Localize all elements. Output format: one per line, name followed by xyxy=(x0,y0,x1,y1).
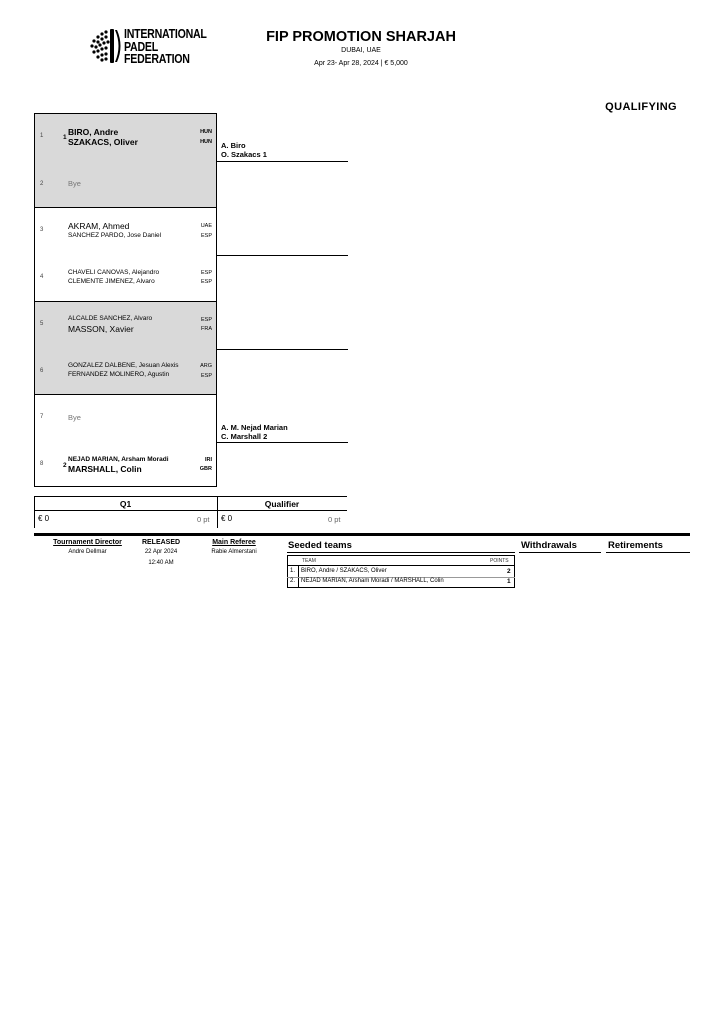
draw-position: 3 xyxy=(40,227,44,233)
player-name: SZAKACS, Oliver xyxy=(68,137,138,147)
player-nationality: FRA xyxy=(201,326,212,332)
draw-section-title: QUALIFYING xyxy=(605,101,677,113)
player-name: CLEMENTE JIMENEZ, Alvaro xyxy=(68,278,155,285)
seeded-header-line xyxy=(287,565,515,566)
seeded-underline xyxy=(287,552,515,553)
retirements-title: Retirements xyxy=(608,540,663,551)
draw-position: 4 xyxy=(40,274,44,280)
q1-points: 0 pt xyxy=(197,515,210,524)
seed-number: 2 xyxy=(63,462,67,469)
seeded-row-number: 2. xyxy=(290,578,296,584)
draw-position: 6 xyxy=(40,368,44,374)
director-name: Andre Dellmar xyxy=(68,549,107,555)
tournament-title: FIP PROMOTION SHARJAH xyxy=(266,29,456,45)
player-nationality: ESP xyxy=(200,279,212,285)
player-name: GONZALEZ DALBENE, Jesuan Alexis xyxy=(68,362,179,369)
player-name: CHAVELI CANOVAS, Alejandro xyxy=(68,269,160,276)
referee-label: Main Referee xyxy=(212,539,256,546)
draw-slot xyxy=(35,395,216,441)
draw-slot xyxy=(35,441,216,487)
draw-slot xyxy=(35,255,216,301)
bye-label: Bye xyxy=(68,179,81,188)
player-nationality: IRI xyxy=(204,457,212,463)
seeded-row-number: 1. xyxy=(290,568,296,574)
player-name: BIRO, Andre xyxy=(68,127,119,137)
prize-mid-line xyxy=(34,510,347,511)
retirements-underline xyxy=(606,552,690,553)
tournament-location: DUBAI, UAE xyxy=(341,47,381,54)
seeded-col-team: TEAM xyxy=(302,558,316,564)
draw-position: 1 xyxy=(40,133,44,139)
player-name: MARSHALL, Colin xyxy=(68,464,142,474)
draw-position: 2 xyxy=(40,181,44,187)
bracket-line xyxy=(217,255,348,256)
player-name: FERNANDEZ MOLINERO, Agustin xyxy=(68,371,170,378)
match-winner: A. Biro O. Szakacs 1 xyxy=(221,141,267,159)
round-label-q1: Q1 xyxy=(119,499,132,509)
player-name: SANCHEZ PARDO, Jose Daniel xyxy=(68,232,162,239)
released-time: 12:40 AM xyxy=(148,560,174,566)
player-nationality: HUN xyxy=(200,139,212,145)
draw-slot xyxy=(35,114,216,160)
bracket-line xyxy=(217,161,348,162)
player-name: NEJAD MARIAN, Arsham Moradi xyxy=(68,456,169,463)
player-nationality: ESP xyxy=(200,317,212,323)
qualifier-points: 0 pt xyxy=(328,515,341,524)
draw-slot xyxy=(35,348,216,394)
footer-divider xyxy=(34,533,690,536)
logo-wordmark: INTERNATIONAL PADEL FEDERATION xyxy=(124,27,207,66)
released-date: 22 Apr 2024 xyxy=(144,549,178,555)
round-label-qualifier: Qualifier xyxy=(264,499,300,509)
match-winner: A. M. Nejad Marian C. Marshall 2 xyxy=(221,423,288,441)
seeded-row-team: NEJAD MARIAN, Arsham Moradi / MARSHALL, Colin xyxy=(301,578,444,584)
player-name: MASSON, Xavier xyxy=(68,324,134,334)
seed-number: 1 xyxy=(63,134,67,141)
player-nationality: UAE xyxy=(200,223,212,229)
referee-name: Rabie Almerstani xyxy=(211,549,257,555)
player-nationality: ESP xyxy=(200,373,212,379)
seeded-col-points: POINTS xyxy=(490,558,509,564)
seeded-teams-title: Seeded teams xyxy=(288,540,352,551)
prize-top-line xyxy=(34,496,347,497)
player-nationality: ESP xyxy=(200,233,212,239)
seeded-row-points: 1 xyxy=(507,578,511,585)
bye-label: Bye xyxy=(68,413,81,422)
q1-prize-money: € 0 xyxy=(38,514,50,523)
bracket-line xyxy=(217,349,348,350)
director-label: Tournament Director xyxy=(53,539,122,546)
player-nationality: HUN xyxy=(200,129,212,135)
draw-position: 5 xyxy=(40,321,44,327)
released-label: RELEASED xyxy=(141,539,181,546)
withdrawals-title: Withdrawals xyxy=(521,540,577,551)
draw-position: 7 xyxy=(40,414,44,420)
player-name: AKRAM, Ahmed xyxy=(68,221,130,231)
draw-slot xyxy=(35,208,216,254)
draw-slot xyxy=(35,302,216,348)
bracket-line xyxy=(217,442,348,443)
withdrawals-underline xyxy=(519,552,601,553)
player-nationality: GBR xyxy=(199,466,212,472)
seeded-row-team: BIRO, Andre / SZAKACS, Oliver xyxy=(301,568,387,574)
player-nationality: ARG xyxy=(200,363,212,369)
tournament-dates: Apr 23- Apr 28, 2024 | € 5,000 xyxy=(314,60,408,67)
player-nationality: ESP xyxy=(200,270,212,276)
qualifier-prize-money: € 0 xyxy=(221,514,233,523)
player-name: ALCALDE SANCHEZ, Alvaro xyxy=(68,315,153,322)
draw-slot xyxy=(35,161,216,207)
seeded-row-points: 2 xyxy=(507,568,511,575)
draw-position: 8 xyxy=(40,461,44,467)
